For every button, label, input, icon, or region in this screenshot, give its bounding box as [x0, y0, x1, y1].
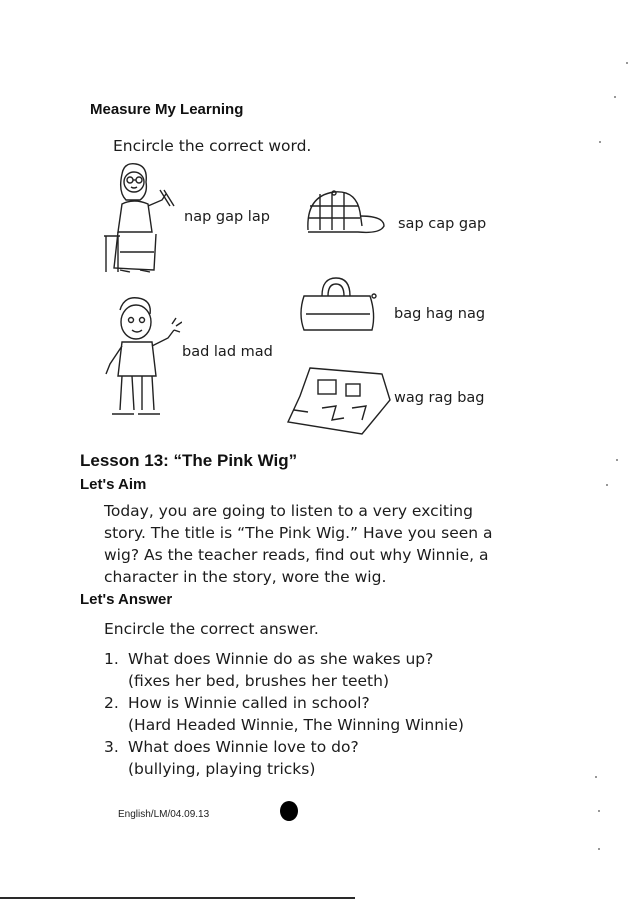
scan-speck [606, 484, 608, 486]
boy-waving-picture [98, 294, 182, 424]
question-number: 2. [104, 694, 119, 712]
answer-choices: (bullying, playing tricks) [128, 760, 316, 778]
scan-speck [614, 96, 616, 98]
question-text: What does Winnie love to do? [128, 738, 359, 756]
scan-speck [599, 141, 601, 143]
answer-choices: (Hard Headed Winnie, The Winning Winnie) [128, 716, 464, 734]
measure-instruction: Encircle the correct word. [113, 137, 312, 155]
aim-paragraph-line: character in the story, wore the wig. [104, 568, 387, 586]
lesson-title: Lesson 13: “The Pink Wig” [80, 451, 298, 470]
scan-speck [598, 848, 600, 850]
scan-speck [595, 776, 597, 778]
word-choices-3: bag hag nag [394, 306, 486, 322]
aim-paragraph-line: wig? As the teacher reads, find out why Winnie, a [104, 546, 489, 564]
bag-picture [296, 274, 382, 336]
word-choices-1: nap gap lap [184, 209, 270, 225]
footer-code: English/LM/04.09.13 [118, 809, 210, 820]
girl-sitting-picture [100, 160, 180, 280]
scan-speck [598, 810, 600, 812]
question-number: 3. [104, 738, 119, 756]
aim-paragraph-line: Today, you are going to listen to a very exciting [104, 502, 473, 520]
scan-speck [626, 62, 628, 64]
question-text: What does Winnie do as she wakes up? [128, 650, 434, 668]
question-number: 1. [104, 650, 119, 668]
rug-picture [282, 360, 392, 440]
answer-instruction: Encircle the correct answer. [104, 620, 319, 638]
scan-speck [616, 459, 618, 461]
word-choices-5: wag rag bag [394, 390, 485, 406]
lets-aim-heading: Let's Aim [80, 476, 147, 493]
word-choices-4: bad lad mad [182, 344, 273, 360]
page-dot [280, 801, 298, 821]
word-choices-2: sap cap gap [398, 216, 487, 232]
question-text: How is Winnie called in school? [128, 694, 370, 712]
answer-choices: (fixes her bed, brushes her teeth) [128, 672, 390, 690]
lets-answer-heading: Let's Answer [80, 591, 173, 608]
cap-picture [302, 186, 388, 238]
bottom-rule [0, 897, 355, 899]
section-heading-measure: Measure My Learning [90, 101, 244, 118]
aim-paragraph-line: story. The title is “The Pink Wig.” Have you seen a [104, 524, 493, 542]
